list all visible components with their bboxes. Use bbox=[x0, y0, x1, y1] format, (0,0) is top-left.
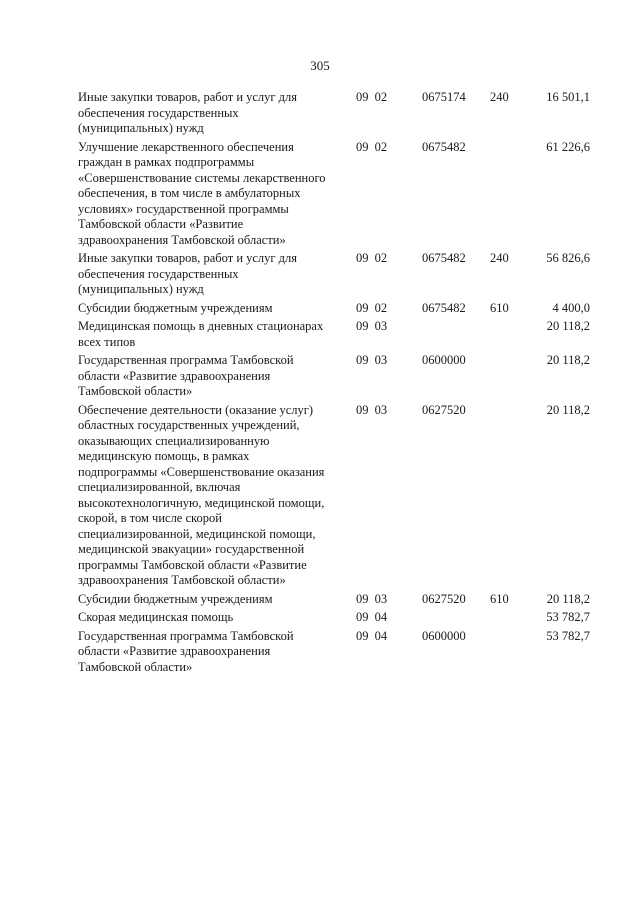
row-section-code: 09 03 bbox=[356, 402, 388, 417]
row-amount: 20 118,2 bbox=[546, 319, 590, 333]
row-section-code: 09 03 bbox=[356, 319, 388, 333]
row-expense-type: 610 bbox=[490, 591, 509, 606]
table-row bbox=[78, 353, 590, 403]
row-item-code bbox=[422, 610, 490, 629]
row-section-code: 09 03 bbox=[356, 591, 388, 606]
table-row bbox=[78, 592, 590, 611]
row-amount: 53 782,7 bbox=[546, 610, 590, 624]
row-name: Иные закупки товаров, работ и услуг для обеспечения государственных (муниципальных) нужд bbox=[78, 251, 298, 296]
table-row bbox=[78, 610, 590, 629]
row-expense-type bbox=[490, 403, 530, 592]
row-amount: 20 118,2 bbox=[546, 402, 590, 417]
row-item-code: 0675482 bbox=[422, 251, 466, 265]
row-section-code: 09 02 bbox=[356, 300, 388, 315]
row-item-code: 0627520 bbox=[422, 591, 466, 606]
row-expense-type bbox=[490, 610, 530, 629]
table-row bbox=[78, 140, 590, 252]
row-section-code: 09 02 bbox=[356, 251, 388, 265]
row-expense-type: 610 bbox=[490, 300, 509, 315]
row-section-code: 09 02 bbox=[356, 139, 388, 154]
table-row bbox=[78, 301, 590, 320]
row-expense-type: 240 bbox=[490, 251, 509, 265]
row-amount: 56 826,6 bbox=[546, 251, 590, 265]
row-expense-type bbox=[490, 319, 530, 353]
row-name: Субсидии бюджетным учреждениям bbox=[78, 591, 273, 606]
row-item-code: 0675174 bbox=[422, 90, 466, 104]
row-amount: 53 782,7 bbox=[546, 628, 590, 643]
row-item-code: 0627520 bbox=[422, 402, 466, 417]
row-name: Иные закупки товаров, работ и услуг для обеспечения государственных (муниципальных) нужд bbox=[78, 90, 298, 135]
row-expense-type bbox=[490, 140, 530, 252]
row-name: Обеспечение деятельности (оказание услуг) областных государственных учреждений, оказывающих специализированную медицинскую помощь, в рамках подпрограммы «Совершенствование оказания специализированной, включая высокотехнологичную, медицинской помощи, скорой, в том числе скорой специализированной, медицинской помощи, медицинской эвакуации» государственной программы Тамбовской области «Развитие здравоохранения Тамбовской области» bbox=[78, 402, 325, 587]
row-name: Улучшение лекарственного обеспечения граждан в рамках подпрограммы «Совершенствование системы лекарственного обеспечения, в том числе в амбулаторных условиях» государственной программы Тамбовской области «Развитие здравоохранения Тамбовской области» bbox=[78, 139, 326, 247]
row-name: Государственная программа Тамбовской области «Развитие здравоохранения Тамбовской области» bbox=[78, 353, 294, 398]
row-amount: 16 501,1 bbox=[546, 90, 590, 104]
row-item-code: 0675482 bbox=[422, 300, 466, 315]
row-expense-type bbox=[490, 353, 530, 403]
row-name: Медицинская помощь в дневных стационарах всех типов bbox=[78, 319, 324, 349]
row-amount: 20 118,2 bbox=[546, 591, 590, 606]
row-name: Скорая медицинская помощь bbox=[78, 610, 234, 624]
row-expense-type: 240 bbox=[490, 90, 509, 104]
row-expense-type bbox=[490, 629, 530, 679]
table-row bbox=[78, 251, 590, 301]
row-amount: 4 400,0 bbox=[552, 300, 590, 315]
row-item-code bbox=[422, 319, 490, 353]
table-row bbox=[78, 629, 590, 679]
row-item-code: 0600000 bbox=[422, 353, 466, 367]
table-row bbox=[78, 403, 590, 592]
row-section-code: 09 04 bbox=[356, 628, 388, 643]
row-name: Государственная программа Тамбовской области «Развитие здравоохранения Тамбовской области» bbox=[78, 628, 294, 674]
row-section-code: 09 02 bbox=[356, 90, 388, 104]
row-amount: 20 118,2 bbox=[546, 353, 590, 367]
row-section-code: 09 04 bbox=[356, 610, 388, 624]
row-name: Субсидии бюджетным учреждениям bbox=[78, 300, 273, 315]
row-item-code: 0675482 bbox=[422, 139, 466, 154]
budget-table bbox=[78, 90, 590, 678]
page-number: 305 bbox=[310, 58, 330, 73]
row-amount: 61 226,6 bbox=[546, 139, 590, 154]
table-row bbox=[78, 319, 590, 353]
row-item-code: 0600000 bbox=[422, 628, 466, 643]
table-row bbox=[78, 90, 590, 140]
row-section-code: 09 03 bbox=[356, 353, 388, 367]
